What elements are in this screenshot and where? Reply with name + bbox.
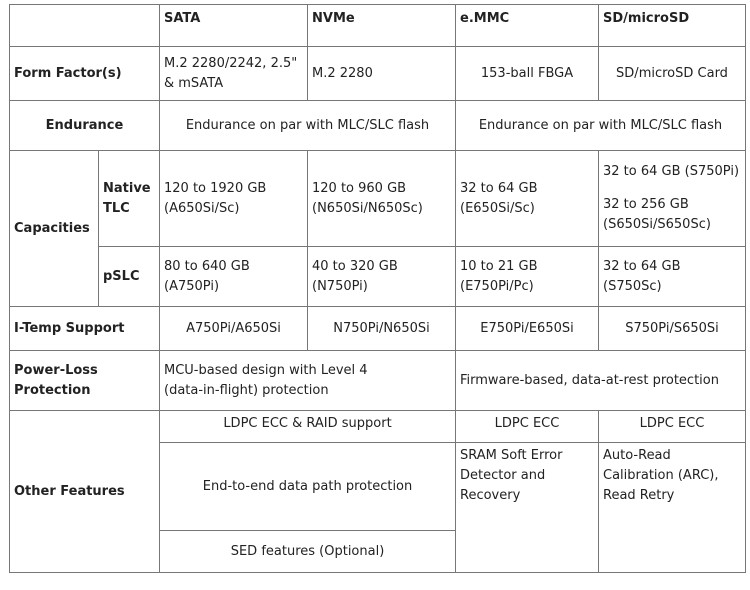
- other-sd-arc-line2: Calibration (ARC),: [603, 468, 719, 483]
- comparison-table: [9, 4, 746, 573]
- native-tlc-label-line2: TLC: [103, 200, 130, 216]
- other-features-label: Other Features: [10, 411, 160, 573]
- native-tlc-nvme-line2: (N650Si/N650Sc): [312, 200, 423, 216]
- itemp-emmc: E750Pi/E650Si: [456, 307, 599, 351]
- header-nvme: NVMe: [308, 5, 456, 47]
- endurance-label: Endurance: [10, 101, 160, 151]
- itemp-row: [10, 307, 746, 351]
- form-factor-sata-line2: & mSATA: [164, 75, 224, 91]
- plp-row: [10, 351, 746, 411]
- form-factor-sata-line1: M.2 2280/2242, 2.5": [164, 55, 298, 71]
- endurance-emmc-sd: Endurance on par with MLC/SLC flash: [456, 101, 746, 151]
- form-factor-nvme: M.2 2280: [308, 47, 456, 101]
- native-tlc-sd: [599, 151, 746, 247]
- pslc-nvme: 40 to 320 GB (N750Pi): [308, 247, 456, 307]
- native-tlc-nvme-line1: 120 to 960 GB: [312, 180, 407, 196]
- native-tlc-label: [99, 151, 160, 247]
- native-tlc-sd-spacer: [603, 182, 741, 195]
- plp-sata-nvme-line1: MCU-based design with Level 4: [164, 362, 368, 378]
- itemp-nvme: N750Pi/N650Si: [308, 307, 456, 351]
- capacities-label: Capacities: [10, 151, 99, 307]
- endurance-sata-nvme: Endurance on par with MLC/SLC flash: [160, 101, 456, 151]
- header-sd: SD/microSD: [599, 5, 746, 47]
- other-sd-arc-line3: Read Retry: [603, 488, 675, 503]
- other-emmc-sram-line1: SRAM Soft Error: [460, 448, 563, 463]
- native-tlc-sd-para2-line1: 32 to 256 GB: [603, 197, 689, 212]
- other-sd-ldpc: LDPC ECC: [599, 411, 746, 443]
- other-sd-arc-line1: Auto-Read: [603, 448, 671, 463]
- native-tlc-label-line1: Native: [103, 180, 151, 196]
- plp-sata-nvme: [160, 351, 456, 411]
- endurance-row: [10, 101, 746, 151]
- plp-sata-nvme-line2: (data-in-flight) protection: [164, 382, 329, 398]
- header-sata: SATA: [160, 5, 308, 47]
- plp-emmc-sd: Firmware-based, data-at-rest protection: [456, 351, 746, 411]
- itemp-sata: A750Pi/A650Si: [160, 307, 308, 351]
- other-features-row-1: [10, 411, 746, 443]
- form-factor-row: [10, 47, 746, 101]
- pslc-sd: 32 to 64 GB (S750Sc): [599, 247, 746, 307]
- other-sd-arc: [599, 443, 746, 573]
- capacities-pslc-row: [10, 247, 746, 307]
- itemp-label: I-Temp Support: [10, 307, 160, 351]
- header-blank-cell: [10, 5, 160, 47]
- native-tlc-emmc-line1: 32 to 64 GB: [460, 180, 538, 196]
- other-emmc-sram-line3: Recovery: [460, 488, 521, 503]
- pslc-emmc: [456, 247, 599, 307]
- native-tlc-sata-line1: 120 to 1920 GB: [164, 180, 267, 196]
- other-e2e: End-to-end data path protection: [160, 443, 456, 531]
- plp-label: Power-Loss Protection: [10, 351, 160, 411]
- native-tlc-sata: [160, 151, 308, 247]
- header-row: [10, 5, 746, 47]
- other-emmc-sram: [456, 443, 599, 573]
- form-factor-sata: [160, 47, 308, 101]
- comparison-table-container: [9, 4, 746, 573]
- other-emmc-sram-line2: Detector and: [460, 468, 546, 483]
- native-tlc-emmc-line2: (E650Si/Sc): [460, 200, 535, 216]
- native-tlc-sd-para2-line2: (S650Si/S650Sc): [603, 217, 711, 232]
- form-factor-sd: SD/microSD Card: [599, 47, 746, 101]
- capacities-native-tlc-row: [10, 151, 746, 247]
- pslc-emmc-line1: 10 to 21 GB: [460, 258, 538, 274]
- other-sed: SED features (Optional): [160, 531, 456, 573]
- pslc-label: pSLC: [99, 247, 160, 307]
- native-tlc-sd-para1: 32 to 64 GB (S750Pi): [603, 164, 740, 179]
- pslc-emmc-line2: (E750Pi/Pc): [460, 278, 534, 294]
- other-ldpc-raid: LDPC ECC & RAID support: [160, 411, 456, 443]
- form-factor-label: Form Factor(s): [10, 47, 160, 101]
- pslc-sata: 80 to 640 GB (A750Pi): [160, 247, 308, 307]
- native-tlc-nvme: [308, 151, 456, 247]
- native-tlc-sata-line2: (A650Si/Sc): [164, 200, 240, 216]
- other-emmc-ldpc: LDPC ECC: [456, 411, 599, 443]
- form-factor-emmc: 153-ball FBGA: [456, 47, 599, 101]
- header-emmc: e.MMC: [456, 5, 599, 47]
- itemp-sd: S750Pi/S650Si: [599, 307, 746, 351]
- native-tlc-emmc: [456, 151, 599, 247]
